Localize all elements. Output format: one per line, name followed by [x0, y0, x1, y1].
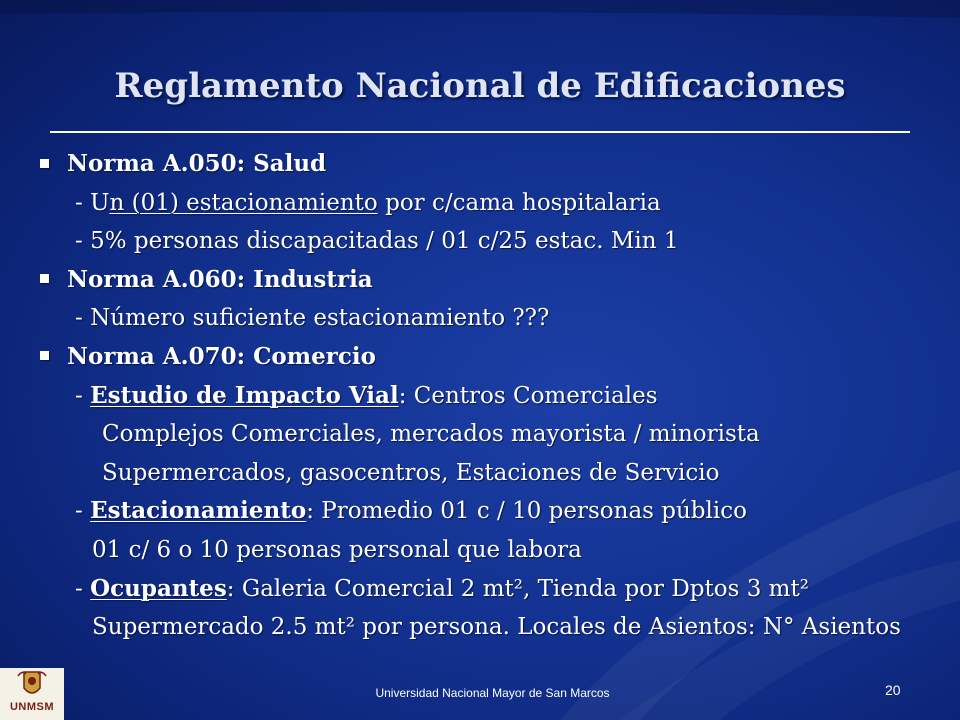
bullet-item-salud [40, 145, 955, 184]
slide-content [40, 145, 955, 647]
salud-line-1 [40, 184, 955, 223]
estac-text: : Promedio 01 c / 10 personas público [306, 498, 747, 525]
salud-line-1-suffix: por c/cama hospitalaria [377, 189, 661, 216]
ocup-label: Ocupantes [90, 574, 227, 602]
square-bullet-icon [40, 274, 49, 283]
impacto-line-2: Complejos Comerciales, mercados mayorista / minorista [102, 421, 760, 448]
ocupantes-line [40, 570, 955, 609]
estac-line-2: 01 c/ 6 o 10 personas personal que labora [92, 536, 582, 563]
impacto-prefix: - [75, 382, 91, 409]
ocup-line-2: Supermercado 2.5 mt² por persona. Locales de Asientos: N° Asientos [92, 614, 901, 641]
estac-label: Estacionamiento [90, 497, 307, 525]
salud-line-2: - 5% personas discapacitadas / 01 c/25 estac. Min 1 [75, 228, 679, 255]
salud-line-1-underlined: n (01) estacionamiento [109, 189, 378, 216]
impacto-text: : Centros Comerciales [398, 382, 658, 409]
impacto-line-3: Supermercados, gasocentros, Estaciones de Servicio [102, 459, 720, 486]
heading-industria: Norma A.060: Industria [67, 265, 373, 293]
page-number: 20 [885, 682, 901, 698]
slide-title: Reglamento Nacional de Edificaciones [114, 66, 846, 106]
impacto-vial-line [40, 377, 955, 416]
impacto-label: Estudio de Impacto Vial [90, 381, 399, 409]
bullet-item-comercio [40, 338, 955, 377]
square-bullet-icon [40, 351, 49, 360]
heading-comercio: Norma A.070: Comercio [67, 342, 376, 370]
square-bullet-icon [40, 159, 49, 168]
title-divider [50, 131, 910, 133]
ocup-text: : Galeria Comercial 2 mt², Tienda por Dptos 3 mt² [226, 575, 809, 602]
estac-prefix: - [75, 498, 91, 525]
estacionamiento-line [40, 492, 955, 531]
industria-line-1: - Número suficiente estacionamiento ??? [75, 305, 550, 332]
ocup-prefix: - [75, 575, 91, 602]
footer-text: Universidad Nacional Mayor de San Marcos [375, 686, 610, 700]
logo-text: UNMSM [9, 701, 55, 713]
salud-line-1-prefix: - U [75, 189, 110, 216]
bullet-item-industria [40, 261, 955, 300]
heading-salud: Norma A.050: Salud [67, 150, 327, 177]
